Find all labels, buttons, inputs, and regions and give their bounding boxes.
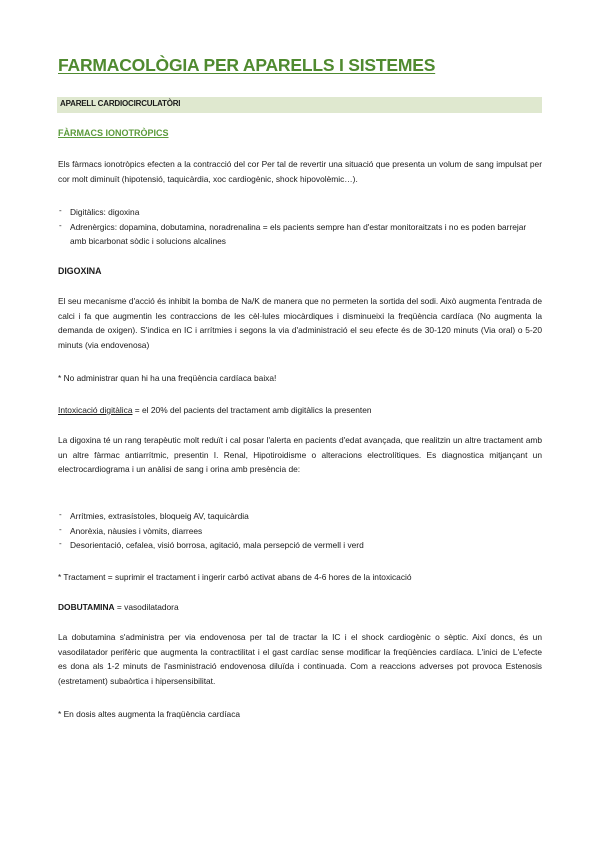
symptoms-list [58, 509, 542, 553]
page-title: FARMACOLÒGIA PER APARELLS I SISTEMES [58, 55, 436, 75]
intoxication-text: = el 20% del pacients del tractament amb digitàlics la presenten [132, 405, 372, 415]
digoxina-heading: DIGOXINA [58, 266, 102, 276]
dobutamina-heading: DOBUTAMINA [58, 602, 115, 612]
intoxication-label: Intoxicació digitàlica [58, 405, 133, 415]
intro-paragraph: Els fàrmacs ionotròpics efecten a la contracció del cor Per tal de revertir una situació que presenta un volum de sang impulsat per cor molt diminuït (hipotensió, taquicàrdia, xoc cardiogènic, shock hipovolèmic…). [58, 159, 542, 184]
list-item: - Desorientació, cefalea, visió borrosa, agitació, mala persepció de vermell i verd [58, 538, 542, 553]
list-item: - Anorèxia, nàusies i vòmits, diarrees [58, 524, 542, 539]
intoxication-line [58, 403, 542, 418]
list-item: - Digitàlics: digoxina [58, 205, 542, 220]
list-item: - Arrítmies, extrasístoles, bloqueig AV, taquicàrdia [58, 509, 542, 524]
dobutamina-heading-line [58, 600, 542, 615]
digoxina-mechanism-paragraph: El seu mecanisme d'acció és inhibit la bomba de Na/K de manera que no permeten la sortida del sodi. Això augmenta l'entrada de calci i fa que augmentin les contraccions de les cèl·lules miocàrdiques i disminueixi la freqüència cardíaca (No augmenta la demanda de oxigen). S'indica en IC i arrítmies i segons la via d'administració el seu efecte és de 30-120 minuts (Via oral) o 5-20 minuts (via endovenosa) [58, 296, 542, 350]
digoxina-range-paragraph: La digoxina té un rang terapèutic molt reduït i cal posar l'alerta en pacients d'edat avançada, que realitzin un altre tractament amb un altre fàrmac antiarrítmic, presentin I. Renal, Hipotiroidisme o alteracions electrolítiques. Es diagnostica mitjançant un electrocardiograma i un anàlisi de sang i orina amb presència de: [58, 435, 542, 474]
list-item: - Adrenèrgics: dopamina, dobutamina, noradrenalina = els pacients sempre han d'estar monitoraitzats i no es poden barrejar amb bicarbonat sòdic i solucions alcalines [58, 220, 542, 249]
digoxina-note: * No administrar quan hi ha una freqüència cardíaca baixa! [58, 373, 277, 383]
treatment-note: * Tractament = suprimir el tractament i ingerir carbó activat abans de 4-6 hores de la intoxicació [58, 572, 412, 582]
types-list [58, 205, 542, 249]
section-heading: APARELL CARDIOCIRCULATÒRI [60, 99, 181, 108]
subheading: FÀRMACS IONOTRÒPICS [58, 128, 169, 138]
dobutamina-note: * En dosis altes augmenta la fraqüència cardíaca [58, 709, 241, 719]
dobutamina-paragraph: La dobutamina s'administra per via endovenosa per tal de tractar la IC i el shock cardiogènic o sèptic. Així doncs, és un vasodilatador perifèric que augmenta la contractilitat i el gast cardíac sense modificar la freqüències cardíaca. L'inici de L'efecte es dona als 1-2 minuts de l'asministració endovenosa diluïda i continuada. Com a reaccions adverses pot provoca Estenosis (estretament) subaòrtica i hipersensibilitat. [58, 632, 542, 686]
section-header-bar [57, 97, 542, 113]
dobutamina-heading-suffix: = vasodilatadora [114, 602, 179, 612]
